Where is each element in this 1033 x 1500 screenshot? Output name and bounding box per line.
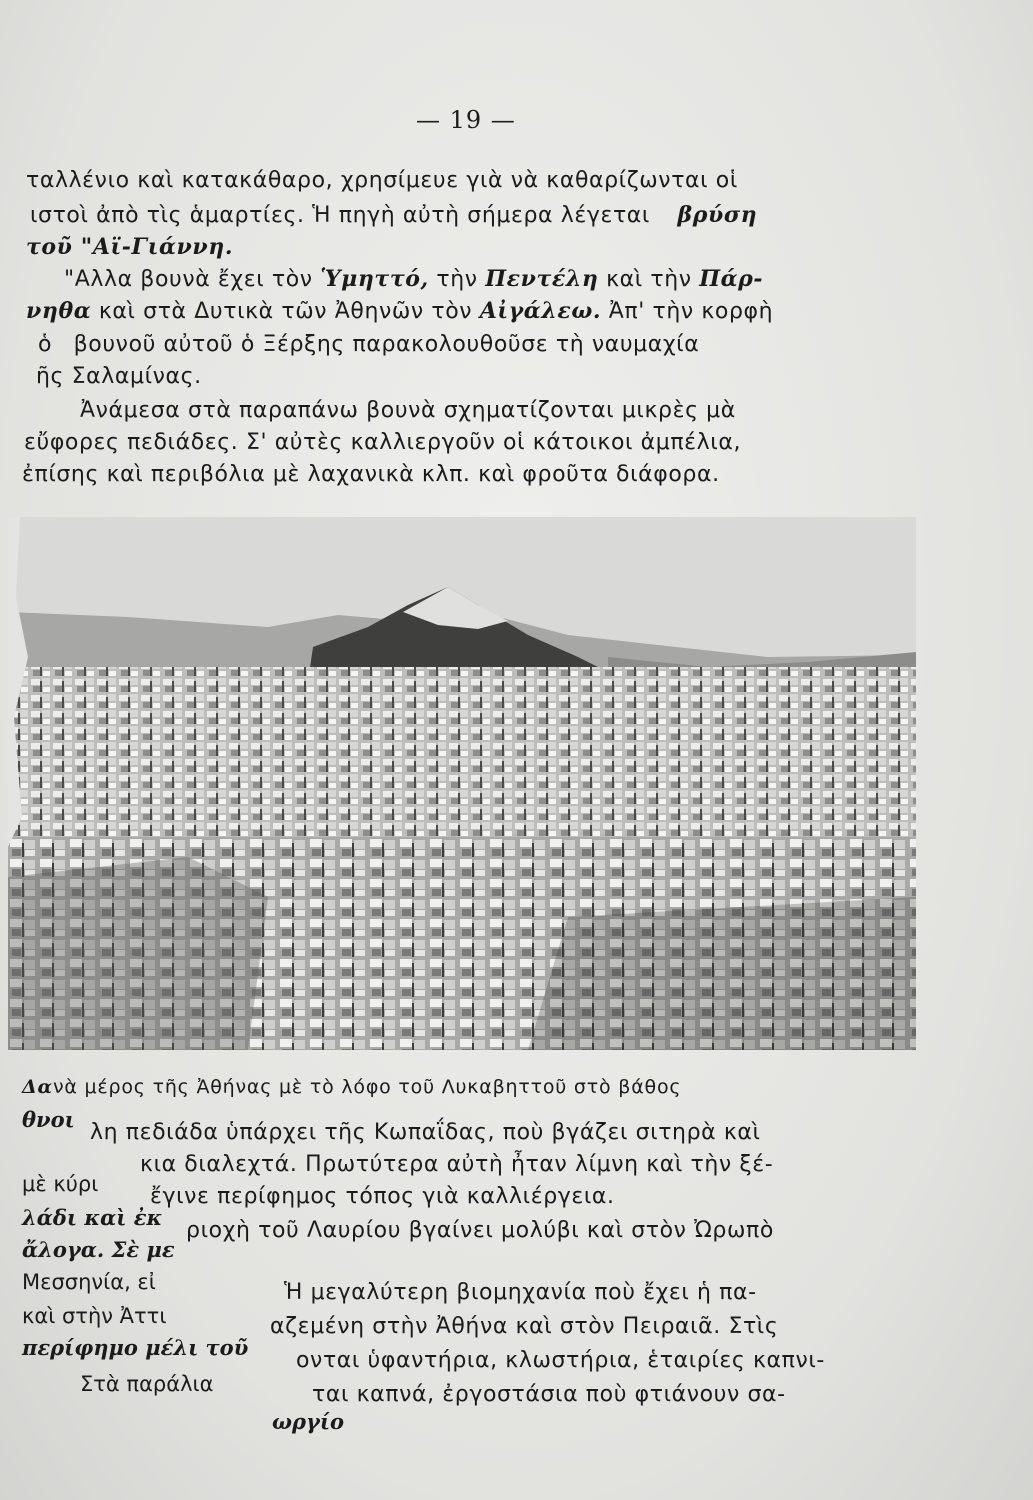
margin-fragment-3: λάδι καὶ ἐκ (22, 1205, 163, 1230)
photo-caption: Δανὰ μέρος τῆς Ἀθήνας μὲ τὸ λόφο τοῦ Λυκαβηττοῦ στὸ βάθος (22, 1076, 682, 1098)
text-line-12: κια διαλεχτά. Πρωτύτερα αὐτὴ ἦταν λίμνη καὶ τὴν ξέ- (140, 1152, 774, 1177)
athens-photo (8, 517, 916, 1050)
margin-fragment-6: καὶ στὴν Ἀττι (22, 1304, 167, 1328)
text-line-14: ριοχὴ τοῦ Λαυρίου βγαίνει μολύβι καὶ στὸν Ὠρωπὸ (186, 1218, 774, 1243)
margin-fragment-4: ἄλογα. Σὲ με (22, 1237, 175, 1262)
text-line-13: ἔγινε περίφημος τόπος γιὰ καλλιέργεια. (150, 1184, 615, 1209)
margin-fragment-9: ωργίο (272, 1409, 344, 1434)
margin-fragment-7: περίφημο μέλι τοῦ (22, 1335, 249, 1360)
text-line-2: ιστοὶ ἀπὸ τὶς ἁμαρτίες. Ἡ πηγὴ αὐτὴ σήμερα λέγεται βρύση (30, 202, 758, 228)
text-line-6: ὁ βουνοῦ αὐτοῦ ὁ Ξέρξης παρακολουθοῦσε τὴ ναυμαχία (38, 332, 700, 357)
text-line-16: αζεμένη στὴν Ἀθήνα καὶ στὸν Πειραιᾶ. Στὶς (270, 1314, 779, 1339)
text-line-17: ονται ὑφαντήρια, κλωστήρια, ἑταιρίες καπνι- (296, 1348, 825, 1373)
text-line-18: ται καπνά, ἐργοστάσια ποὺ φτιάνουν σα- (312, 1382, 786, 1407)
text-line-3: τοῦ "Αϊ-Γιάννη. (26, 234, 234, 260)
athens-panorama-illustration (8, 517, 916, 1050)
margin-fragment-1: θνοι (22, 1107, 75, 1132)
text-line-15: Ἡ μεγαλύτερη βιομηχανία ποὺ ἔχει ἡ πα- (284, 1280, 757, 1305)
text-line-9: εὔφορες πεδιάδες. Σ' αὐτὲς καλλιεργοῦν οἱ κάτοικοι ἀμπέλια, (24, 430, 742, 455)
margin-fragment-2: μὲ κύρι (22, 1172, 99, 1196)
text-line-10: ἐπίσης καὶ περιβόλια μὲ λαχανικὰ κλπ. καὶ φροῦτα διάφορα. (22, 462, 720, 487)
text-line-8: Ἀνάμεσα στὰ παραπάνω βουνὰ σχηματίζονται μικρὲς μὰ (80, 398, 736, 423)
margin-fragment-5: Μεσσηνία, εἰ (22, 1270, 156, 1294)
margin-fragment-8: Στὰ παράλια (80, 1372, 214, 1396)
text-line-5: νηθα καὶ στὰ Δυτικὰ τῶν Ἀθηνῶν τὸν Αἰγάλεω. Ἀπ' τὴν κορφὴ (26, 298, 774, 324)
text-line-11: λη πεδιάδα ὑπάρχει τῆς Κωπαΐδας, ποὺ βγάζει σιτηρὰ καὶ (90, 1120, 761, 1145)
text-line-7: ῆς Σαλαμίνας. (36, 364, 202, 389)
text-line-1: ταλλένιο καὶ κατακάθαρο, χρησίμευε γιὰ νὰ καθαρίζωνται οἱ (26, 168, 738, 193)
page-number: — 19 — (416, 106, 516, 134)
text-line-4: "Αλλα βουνὰ ἔχει τὸν Ὑμηττό, τὴν Πεντέλη καὶ τὴν Πάρ- (64, 266, 764, 292)
